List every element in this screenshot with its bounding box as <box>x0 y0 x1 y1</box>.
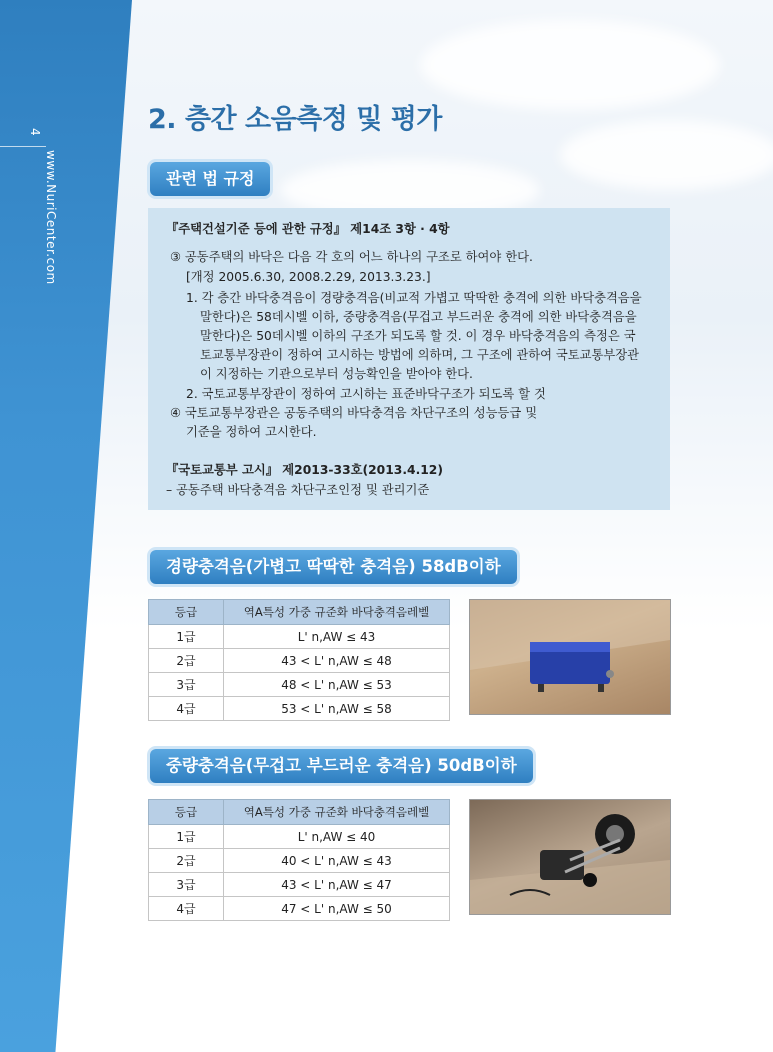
regulation-line: 1. 각 층간 바닥충격음이 경량충격음(비교적 가볍고 딱딱한 충격에 의한 바닥충격음을 <box>186 291 642 305</box>
table-row <box>149 873 450 897</box>
sidebar-band <box>0 0 132 1052</box>
level-cell: 43 < L' n,AW ≤ 47 <box>224 873 450 897</box>
header-grade: 등급 <box>149 600 224 625</box>
regulation-line: 말한다)은 50데시벨 이하의 구조가 되도록 할 것. 이 경우 바닥충격음의 측정은 국 <box>200 329 636 343</box>
level-cell: 43 < L' n,AW ≤ 48 <box>224 649 450 673</box>
grade-cell: 2급 <box>149 849 224 873</box>
table-header-row <box>149 600 450 625</box>
regulation-line: ③ 공동주택의 바닥은 다음 각 호의 어느 하나의 구조로 하여야 한다. <box>170 250 533 264</box>
level-cell: L' n,AW ≤ 43 <box>224 625 450 649</box>
grade-cell: 4급 <box>149 697 224 721</box>
table-row <box>149 897 450 921</box>
heavy-impact-table <box>148 799 450 921</box>
grade-cell: 1급 <box>149 825 224 849</box>
table-row <box>149 649 450 673</box>
regulation-line: ④ 국토교통부장관은 공동주택의 바닥충격음 차단구조의 성능등급 및 <box>170 406 538 420</box>
grade-cell: 3급 <box>149 873 224 897</box>
section-heading-light-impact: 경량충격음(가볍고 딱딱한 충격음) 58dB이하 <box>150 550 517 584</box>
regulation-line: 토교통부장관이 정하여 고시하는 방법에 의하며, 그 구조에 관하여 국토교통부장관 <box>200 348 640 362</box>
level-cell: 53 < L' n,AW ≤ 58 <box>224 697 450 721</box>
regulation-line: [개정 2005.6.30, 2008.2.29, 2013.3.23.] <box>186 270 431 284</box>
notice-line: – 공동주택 바닥충격음 차단구조인정 및 관리기준 <box>166 483 430 497</box>
site-url: www.NuriCenter.com <box>44 150 58 285</box>
header-level: 역A특성 가중 규준화 바닥충격음레벨 <box>224 600 450 625</box>
light-impact-table <box>148 599 450 721</box>
level-cell: L' n,AW ≤ 40 <box>224 825 450 849</box>
table-row <box>149 625 450 649</box>
tapping-machine-photo <box>469 599 671 715</box>
regulation-line: 이 지정하는 기관으로부터 성능확인을 받아야 한다. <box>200 367 473 381</box>
grade-cell: 3급 <box>149 673 224 697</box>
regulation-line: 말한다)은 58데시벨 이하, 중량충격음(무겁고 부드러운 충격에 의한 바닥충격음을 <box>200 310 637 324</box>
table-row <box>149 673 450 697</box>
header-grade: 등급 <box>149 800 224 825</box>
regulation-box <box>148 208 670 510</box>
sidebar-divider <box>0 146 46 147</box>
page-number: 4 <box>28 128 42 136</box>
regulation-title: 『주택건설기준 등에 관한 규정』 제14조 3항 · 4항 <box>166 222 450 236</box>
grade-cell: 2급 <box>149 649 224 673</box>
table-header-row <box>149 800 450 825</box>
grade-cell: 1급 <box>149 625 224 649</box>
impact-ball-machine-photo <box>469 799 671 915</box>
level-cell: 40 < L' n,AW ≤ 43 <box>224 849 450 873</box>
section-heading-regulations: 관련 법 규정 <box>150 162 270 196</box>
table-row <box>149 825 450 849</box>
table-row <box>149 849 450 873</box>
regulation-line: 2. 국토교통부장관이 정하여 고시하는 표준바닥구조가 되도록 할 것 <box>186 387 546 401</box>
regulation-line: 기준을 정하여 고시한다. <box>186 425 317 439</box>
section-heading-heavy-impact: 중량충격음(무겁고 부드러운 충격음) 50dB이하 <box>150 749 533 783</box>
header-level: 역A특성 가중 규준화 바닥충격음레벨 <box>224 800 450 825</box>
level-cell: 47 < L' n,AW ≤ 50 <box>224 897 450 921</box>
notice-title: 『국토교통부 고시』 제2013-33호(2013.4.12) <box>166 463 443 477</box>
grade-cell: 4급 <box>149 897 224 921</box>
level-cell: 48 < L' n,AW ≤ 53 <box>224 673 450 697</box>
page-title: 2. 층간 소음측정 및 평가 <box>148 104 442 135</box>
table-row <box>149 697 450 721</box>
